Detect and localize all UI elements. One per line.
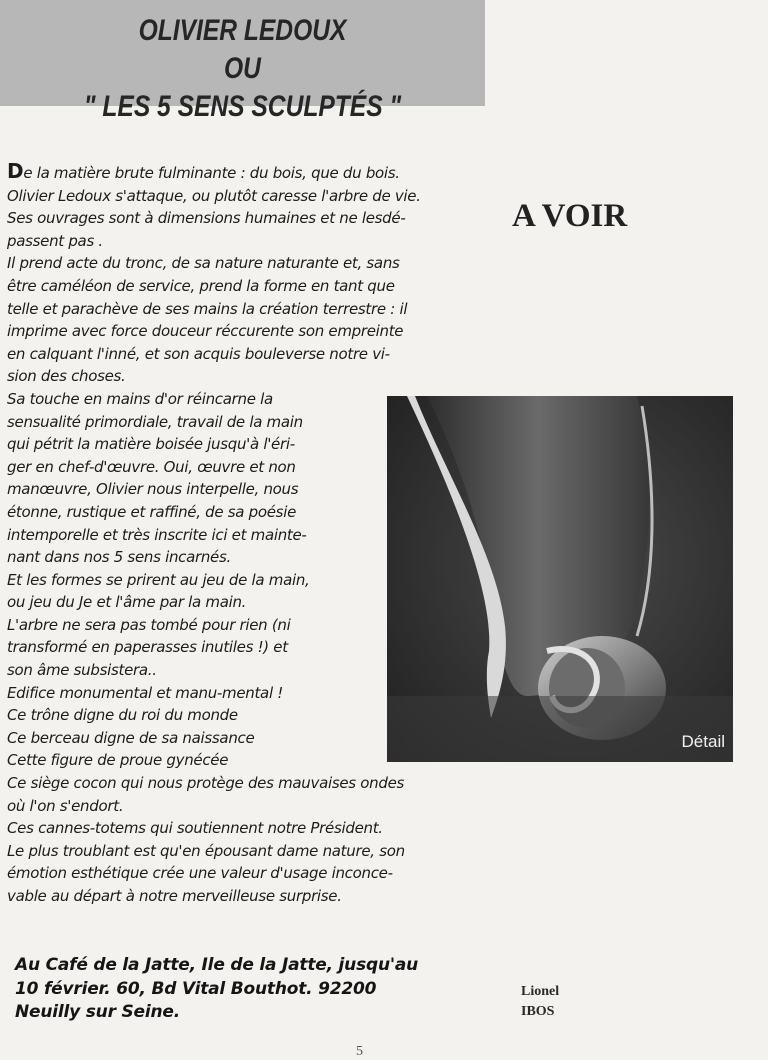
event-info: [15, 954, 418, 1025]
text-line: Le plus troublant est qu'en épousant dame nature, son: [7, 841, 405, 860]
text-line: manœuvre, Olivier nous interpelle, nous: [7, 480, 299, 499]
text-line: Ce berceau digne de sa naissance: [7, 728, 255, 747]
text-line: ou jeu du Je et l'âme par la main.: [7, 593, 247, 612]
text-line: nant dans nos 5 sens incarnés.: [7, 548, 231, 567]
author-byline: [521, 982, 559, 1022]
drop-cap: D: [7, 159, 24, 183]
text-line: être caméléon de service, prend la forme en tant que: [7, 276, 395, 295]
text-line: émotion esthétique crée une valeur d'usage inconce-: [7, 864, 393, 883]
text-line: telle et parachève de ses mains la création terrestre : il: [7, 299, 408, 318]
title-line: OU: [224, 52, 261, 85]
author-last-name: IBOS: [521, 1004, 555, 1019]
event-info-line: Au Café de la Jatte, Ile de la Jatte, jusqu'au: [15, 955, 419, 975]
article-body: [7, 160, 421, 908]
text-line: sensualité primordiale, travail de la main: [7, 412, 303, 431]
sculpture-photo: [387, 396, 733, 762]
text-line: son âme subsistera..: [7, 661, 157, 680]
text-line: Ce trône digne du roi du monde: [7, 706, 238, 725]
text-line: où l'on s'endort.: [7, 796, 124, 815]
text-line: passent pas .: [7, 231, 103, 250]
event-info-line: 10 février. 60, Bd Vital Bouthot. 92200: [15, 978, 377, 999]
text-line: Ces cannes-totems qui soutiennent notre Président.: [7, 819, 383, 838]
text-line: sion des choses.: [7, 367, 126, 386]
author-first-name: Lionel: [521, 984, 560, 999]
text-line: étonne, rustique et raffiné, de sa poésie: [7, 502, 296, 521]
text-line: L'arbre ne sera pas tombé pour rien (ni: [7, 615, 291, 634]
text-line: qui pétrit la matière boisée jusqu'à l'éri-: [7, 435, 295, 454]
section-label: A VOIR: [512, 198, 628, 234]
text-line: transformé en paperasses inutiles !) et: [7, 638, 288, 657]
event-info-line: Neuilly sur Seine.: [15, 1002, 180, 1022]
text-line: Sa touche en mains d'or réincarne la: [7, 389, 273, 408]
text-line: vable au départ à notre merveilleuse surprise.: [7, 887, 342, 905]
sculpture-detail-image: [387, 396, 733, 762]
text-line: ger en chef-d'œuvre. Oui, œuvre et non: [7, 457, 296, 476]
text-line: intemporelle et très inscrite ici et mainte-: [7, 525, 307, 544]
text-line: imprime avec force douceur réccurente son empreinte: [7, 322, 404, 341]
text-line: en calquant l'inné, et son acquis bouleverse notre vi-: [7, 344, 390, 363]
text-line: Ce siège cocon qui nous protège des mauvaises ondes: [7, 774, 405, 793]
text-line: De la matière brute fulminante : du bois, que du bois.: [7, 159, 400, 183]
text-line: Et les formes se prirent au jeu de la main,: [7, 570, 310, 589]
text-line: Edifice monumental et manu-mental !: [7, 683, 283, 702]
text-line: Il prend acte du tronc, de sa nature naturante et, sans: [7, 254, 400, 273]
text-line: Olivier Ledoux s'attaque, ou plutôt caresse l'arbre de vie.: [7, 186, 421, 205]
page-number: 5: [356, 1044, 363, 1059]
title-line: OLIVIER LEDOUX: [138, 14, 347, 47]
article-title: [44, 12, 442, 126]
text-line: Cette figure de proue gynécée: [7, 751, 229, 770]
text-line: Ses ouvrages sont à dimensions humaines et ne lesdé-: [7, 209, 406, 228]
title-line: " LES 5 SENS SCULPTÉS ": [83, 90, 402, 123]
photo-caption: Détail: [681, 732, 725, 751]
